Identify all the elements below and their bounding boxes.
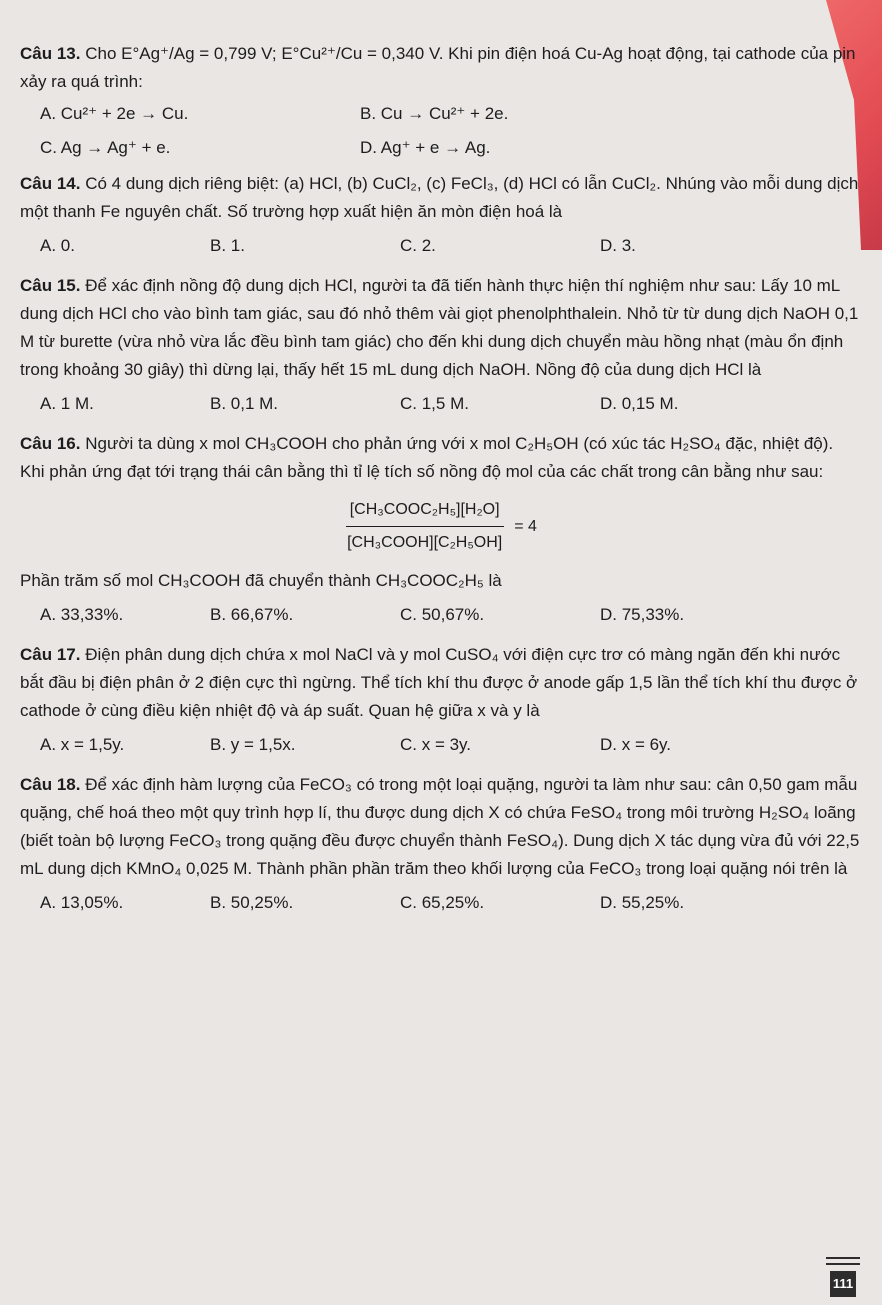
question-number: Câu 13.: [20, 44, 81, 63]
option-a: A. 13,05%.: [40, 893, 124, 912]
question-18: [20, 771, 860, 917]
fraction-numerator: [CH₃COOC₂H₅][H₂O]: [346, 496, 504, 527]
option-d: D. 75,33%.: [600, 605, 685, 624]
page-number-rule: [826, 1257, 860, 1259]
fraction-equals: = 4: [514, 517, 537, 535]
option-d: D. Ag⁺ + e → Ag.: [360, 138, 491, 157]
option-d: D. 3.: [600, 236, 636, 255]
option-d: D. 55,25%.: [600, 893, 685, 912]
option-c: C. 1,5 M.: [400, 394, 469, 413]
option-c: C. 2.: [400, 236, 436, 255]
option-c: C. 50,67%.: [400, 605, 485, 624]
question-number: Câu 15.: [20, 276, 81, 295]
page-number: 111: [830, 1271, 856, 1297]
question-stem-continued: Phần trăm số mol CH₃COOH đã chuyển thành CH₃COOC₂H₅ là: [20, 571, 502, 590]
option-b: B. 0,1 M.: [210, 394, 279, 413]
option-b: B. Cu → Cu²⁺ + 2e.: [360, 104, 509, 123]
option-a: A. 0.: [40, 236, 75, 255]
question-stem: Điện phân dung dịch chứa x mol NaCl và y mol CuSO₄ với điện cực trơ có màng ngăn đến khi nước bắt đầu bị điện phân ở 2 điện cực thì ngừng. Thể tích khí thu được ở anode gấp 1,5 lần thể tích khí thu được ở cathode ở cùng điều kiện nhiệt độ và áp suất. Quan hệ giữa x và y là: [20, 645, 858, 720]
question-number: Câu 17.: [20, 645, 81, 664]
question-16: [20, 430, 860, 629]
option-c: C. 65,25%.: [400, 893, 485, 912]
option-b: B. 50,25%.: [210, 893, 294, 912]
worksheet-page: [20, 40, 860, 929]
question-stem: Để xác định nồng độ dung dịch HCl, người ta đã tiến hành thực hiện thí nghiệm như sau: Lấy 10 mL dung dịch HCl cho vào bình tam giác, sau đó nhỏ thêm vài giọt phenolphthalein. Nhỏ từ từ dung dịch NaOH 0,1 M từ burette (vừa nhỏ vừa lắc đều bình tam giác) cho đến khi dung dịch chuyển màu hồng nhạt (màu ổn định trong khoảng 30 giây) thì dừng lại, thấy hết 15 mL dung dịch NaOH. Nồng độ của dung dịch HCl là: [20, 276, 859, 379]
question-13: [20, 40, 860, 162]
option-c: C. x = 3y.: [400, 735, 472, 754]
question-stem: Để xác định hàm lượng của FeCO₃ có trong một loại quặng, người ta làm như sau: cân 0,50 gam mẫu quặng, chế hoá theo một quy trình hợp lí, thu được dung dịch X có chứa FeSO₄ trong môi trường H₂SO₄ loãng (biết toàn bộ lượng FeCO₃ trong quặng đều được chuyển thành FeSO₄). Dung dịch X tác dụng vừa đủ với 22,5 mL dung dịch KMnO₄ 0,025 M. Thành phần phần trăm theo khối lượng của FeCO₃ trong loại quặng nói trên là: [20, 775, 860, 878]
option-b: B. 66,67%.: [210, 605, 294, 624]
fraction-denominator: [CH₃COOH][C₂H₅OH]: [347, 534, 503, 551]
answer-options: [40, 232, 860, 260]
equilibrium-fraction: [20, 496, 860, 557]
answer-options: [40, 601, 860, 629]
option-a: A. x = 1,5y.: [40, 735, 125, 754]
question-number: Câu 14.: [20, 174, 81, 193]
answer-options: [40, 889, 860, 917]
question-stem: Có 4 dung dịch riêng biệt: (a) HCl, (b) CuCl₂, (c) FeCl₃, (d) HCl có lẫn CuCl₂. Nhúng vào mỗi dung dịch một thanh Fe nguyên chất. Số trường hợp xuất hiện ăn mòn điện hoá là: [20, 174, 859, 221]
question-stem: Người ta dùng x mol CH₃COOH cho phản ứng với x mol C₂H₅OH (có xúc tác H₂SO₄ đặc, nhiệt độ). Khi phản ứng đạt tới trạng thái cân bằng thì tỉ lệ tích số nồng độ mol của các chất trong cân bằng như sau:: [20, 434, 834, 481]
page-number-rule: [826, 1263, 860, 1265]
option-c: C. Ag → Ag⁺ + e.: [40, 138, 171, 157]
question-17: [20, 641, 860, 759]
answer-options: [40, 100, 860, 162]
question-number: Câu 18.: [20, 775, 81, 794]
option-b: B. 1.: [210, 236, 245, 255]
option-a: A. 33,33%.: [40, 605, 124, 624]
question-14: [20, 170, 860, 260]
option-b: B. y = 1,5x.: [210, 735, 296, 754]
option-a: A. Cu²⁺ + 2e → Cu.: [40, 104, 189, 123]
option-a: A. 1 M.: [40, 394, 94, 413]
option-d: D. 0,15 M.: [600, 394, 679, 413]
question-stem: Cho E°Ag⁺/Ag = 0,799 V; E°Cu²⁺/Cu = 0,340 V. Khi pin điện hoá Cu-Ag hoạt động, tại cathode của pin xảy ra quá trình:: [20, 44, 856, 91]
question-number: Câu 16.: [20, 434, 81, 453]
question-15: [20, 272, 860, 418]
answer-options: [40, 731, 860, 759]
answer-options: [40, 390, 860, 418]
option-d: D. x = 6y.: [600, 735, 672, 754]
